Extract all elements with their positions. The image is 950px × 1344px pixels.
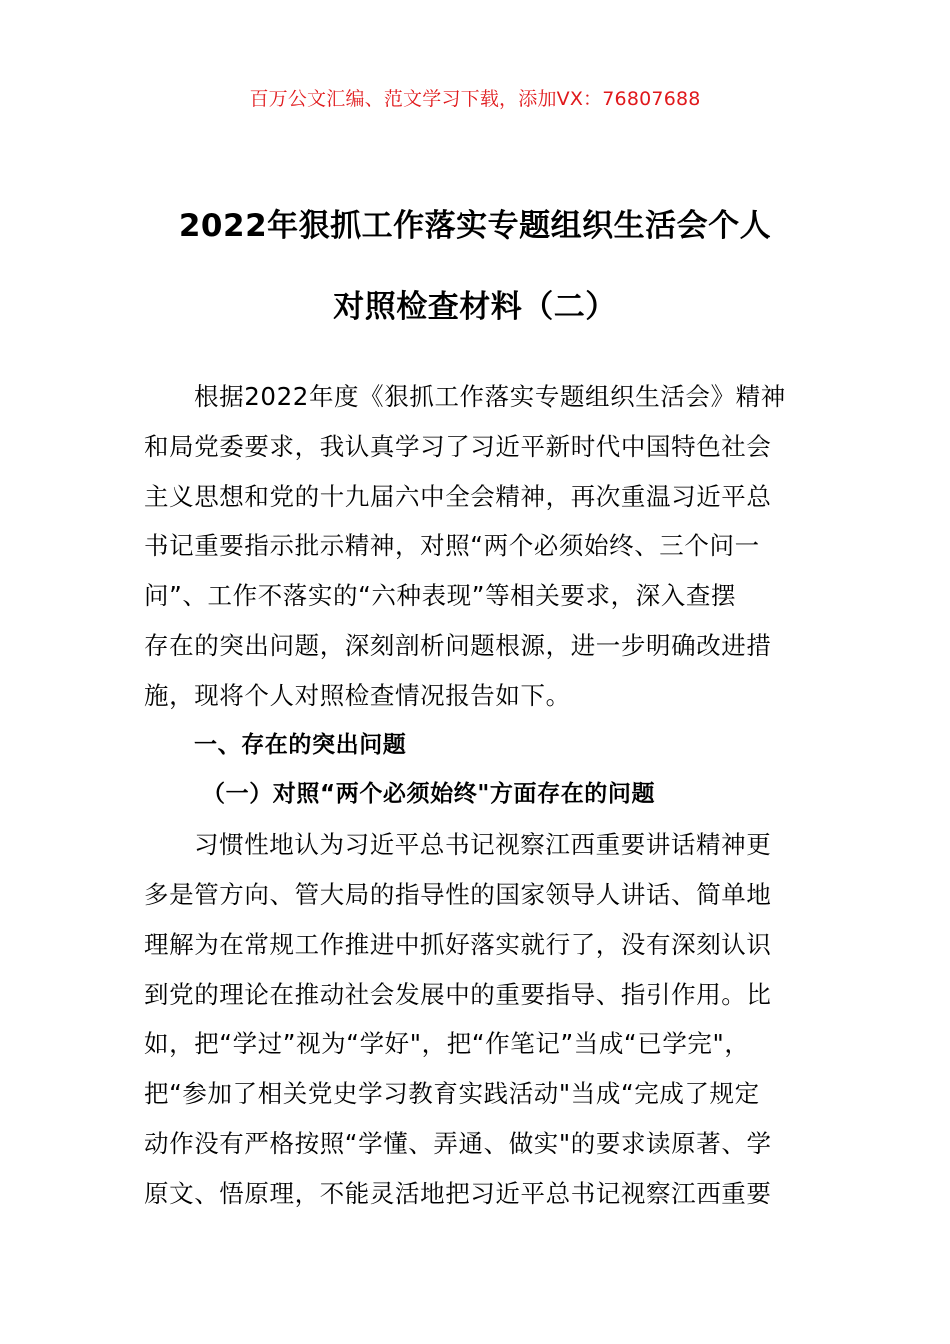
section-heading: 一、存在的突出问题 [194, 731, 407, 758]
paragraph-line: 施，现将个人对照检查情况报告如下。 [144, 680, 571, 710]
paragraph-line: 习惯性地认为习近平总书记视察江西重要讲话精神更 [194, 830, 772, 860]
subsection-heading: （一）对照“两个必须始终"方面存在的问题 [202, 781, 656, 808]
paragraph-line: 如，把“学过”视为“学好"，把“作笔记”当成“已学完"， [144, 1029, 750, 1059]
paragraph-line: 问”、工作不落实的“六种表现”等相关要求，深入查摆 [144, 581, 737, 611]
header-note: 百万公文汇编、范文学习下载，添加VX：76807688 [249, 88, 701, 110]
paragraph-line: 书记重要指示批示精神，对照“两个必须始终、三个问一 [144, 531, 760, 561]
document-title-line-2: 对照检查材料（二） [333, 289, 617, 325]
paragraph-line: 原文、悟原理，不能灵活地把习近平总书记视察江西重要 [144, 1178, 772, 1208]
paragraph-line: 存在的突出问题，深刻剖析问题根源，进一步明确改进措 [144, 630, 772, 660]
paragraph-line: 动作没有严格按照“学懂、弄通、做实"的要求读原著、学 [144, 1128, 772, 1158]
paragraph-line: 和局党委要求，我认真学习了习近平新时代中国特色社会 [144, 431, 772, 461]
paragraph-line: 把“参加了相关党史学习教育实践活动"当成“完成了规定 [144, 1079, 760, 1109]
document-title-line-1: 2022年狠抓工作落实专题组织生活会个人 [178, 208, 772, 244]
paragraph-line: 理解为在常规工作推进中抓好落实就行了，没有深刻认识 [144, 929, 772, 959]
paragraph-line: 到党的理论在推动社会发展中的重要指导、指引作用。比 [144, 979, 772, 1009]
paragraph-line: 多是管方向、管大局的指导性的国家领导人讲话、简单地 [144, 879, 772, 909]
paragraph-line: 主义思想和党的十九届六中全会精神，再次重温习近平总 [144, 481, 772, 511]
document-body [144, 372, 809, 1219]
paragraph-line: 根据2022年度《狠抓工作落实专题组织生活会》精神 [194, 382, 786, 411]
